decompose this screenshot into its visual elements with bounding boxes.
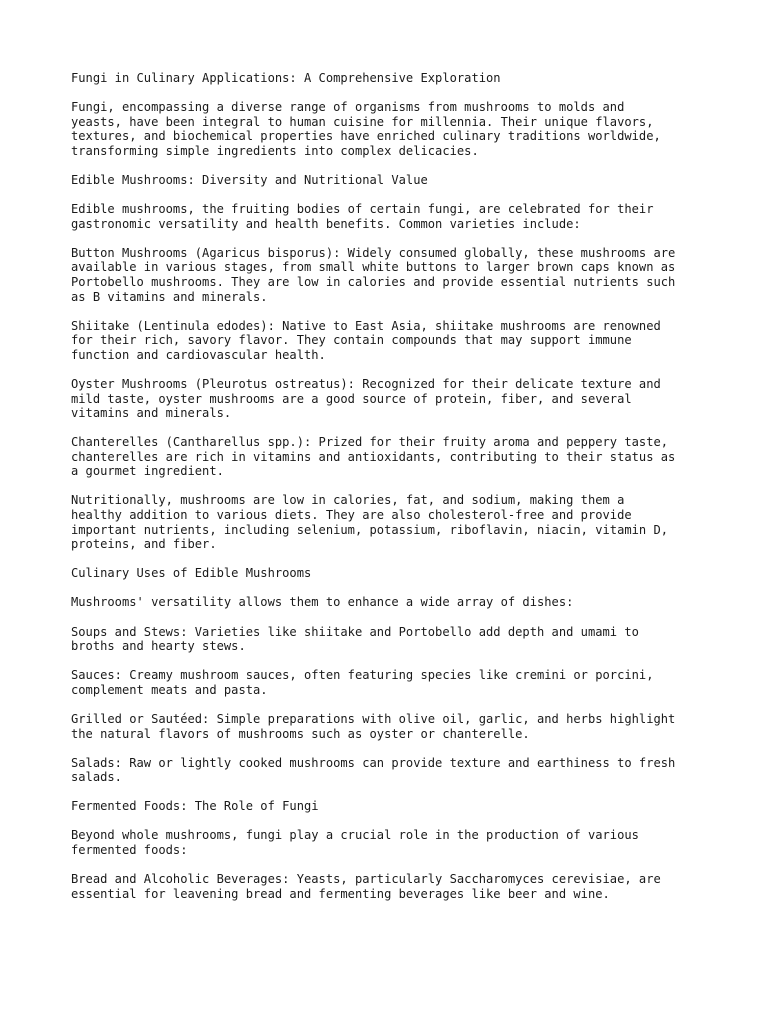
document-title: Fungi in Culinary Applications: A Comprehensive Exploration bbox=[71, 71, 501, 85]
section-heading: Culinary Uses of Edible Mushrooms bbox=[71, 566, 312, 581]
section-heading: Fermented Foods: The Role of Fungi bbox=[71, 799, 319, 814]
paragraph: Edible mushrooms, the fruiting bodies of certain fungi, are celebrated for their gastronomic versatility and health benefits. Common varieties include: bbox=[71, 202, 654, 231]
paragraph: Beyond whole mushrooms, fungi play a crucial role in the production of various fermented foods: bbox=[71, 828, 639, 857]
section-heading: Edible Mushrooms: Diversity and Nutritional Value bbox=[71, 172, 428, 187]
paragraph: Button Mushrooms (Agaricus bisporus): Widely consumed globally, these mushrooms are available in various stages, from small white buttons to larger brown caps known as Portobello mushrooms. They are low in calories and provide essential nutrients such as B vitamins and minerals. bbox=[71, 245, 676, 304]
paragraph: Sauces: Creamy mushroom sauces, often featuring species like cremini or porcini, complement meats and pasta. bbox=[71, 668, 654, 697]
paragraph: Oyster Mushrooms (Pleurotus ostreatus): Recognized for their delicate texture and mild taste, oyster mushrooms are a good source of protein, fiber, and several vitamins and minerals. bbox=[71, 376, 661, 421]
paragraph: Shiitake (Lentinula edodes): Native to East Asia, shiitake mushrooms are renowned for their rich, savory flavor. They contain compounds that may support immune function and cardiovascular health. bbox=[71, 318, 661, 362]
paragraph: Grilled or Sautéed: Simple preparations with olive oil, garlic, and herbs highlight the natural flavors of mushrooms such as oyster or chanterelle. bbox=[71, 711, 676, 741]
paragraph: Bread and Alcoholic Beverages: Yeasts, particularly Saccharomyces cerevisiae, are essential for leavening bread and fermenting beverages like beer and wine. bbox=[71, 872, 661, 901]
paragraph: Soups and Stews: Varieties like shiitake and Portobello add depth and umami to broths and hearty stews. bbox=[71, 624, 639, 654]
intro-paragraph: Fungi, encompassing a diverse range of organisms from mushrooms to molds and yeasts, have been integral to human cuisine for millennia. Their unique flavors, textures, and biochemical properties have enriched culinary traditions worldwide, transforming simple ingredients into complex delicacies. bbox=[71, 100, 661, 158]
paragraph: Salads: Raw or lightly cooked mushrooms can provide texture and earthiness to fresh salads. bbox=[71, 755, 676, 785]
paragraph: Chanterelles (Cantharellus spp.): Prized for their fruity aroma and peppery taste, chanterelles are rich in vitamins and antioxidants, contributing to their status as a gourmet ingredient. bbox=[71, 435, 676, 479]
paragraph: Mushrooms' versatility allows them to enhance a wide array of dishes: bbox=[71, 595, 574, 610]
paragraph: Nutritionally, mushrooms are low in calories, fat, and sodium, making them a healthy addition to various diets. They are also cholesterol-free and provide important nutrients, including selenium, potassium, riboflavin, niacin, vitamin D, proteins, and fiber. bbox=[71, 493, 669, 552]
